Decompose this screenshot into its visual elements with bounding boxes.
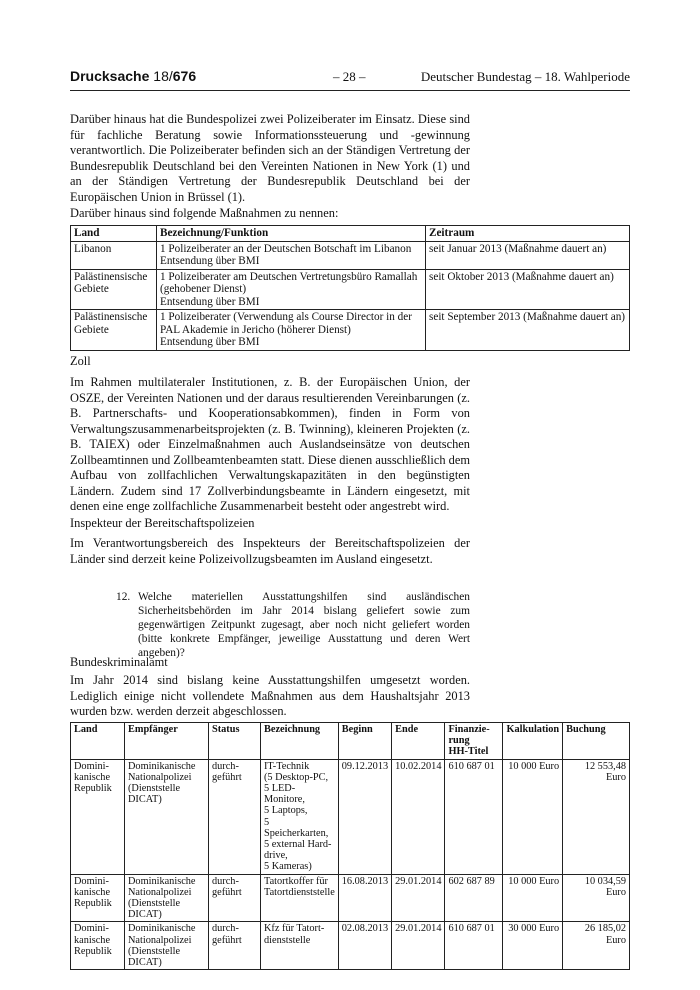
measures-intro: Darüber hinaus sind folgende Maßnahmen zu nennen: <box>70 206 339 220</box>
table-header-row <box>71 226 630 242</box>
table-cell: 12 553,48 Euro <box>563 759 630 874</box>
document-number: Drucksache 18/676 <box>70 68 197 84</box>
table-cell: 02.08.2013 <box>338 922 391 970</box>
table-cell: 1 Polizeiberater (Verwendung als Course Director in der PAL Akademie in Jericho (höherer Dienst) Entsendung über BMI <box>157 310 426 351</box>
column-header: Zeitraum <box>426 226 630 242</box>
table-cell: 602 687 89 <box>445 874 503 922</box>
column-header: Bezeichnung/Funktion <box>157 226 426 242</box>
table-row <box>71 874 630 922</box>
inspekteur-heading: Inspekteur der Bereitschaftspolizeien <box>70 516 255 530</box>
table-cell: Kfz für Tatort- dienststelle <box>261 922 339 970</box>
table-cell: Dominikanische Nationalpolizei (Dienststelle DICAT) <box>125 759 209 874</box>
table-cell: seit September 2013 (Maßnahme dauert an) <box>426 310 630 351</box>
table-cell: Domini- kanische Republik <box>71 759 125 874</box>
table-row <box>71 269 630 310</box>
table-cell: durch- geführt <box>209 922 261 970</box>
equipment-aid-table <box>70 722 630 970</box>
table-cell: Domini- kanische Republik <box>71 922 125 970</box>
page-number: – 28 – <box>333 69 366 84</box>
table-header-row <box>71 723 630 760</box>
bka-paragraph: Im Jahr 2014 sind bislang keine Ausstattungshilfen umgesetzt worden. Lediglich einige nicht vollendete Maßnahmen aus dem Haushaltsjahr 2013 wurden bzw. werden derzeit abgeschlossen. <box>70 673 470 718</box>
table-cell: IT-Technik (5 Desktop-PC, 5 LED-Monitore, 5 Laptops, 5 Speicherkarten, 5 external Hard- drive, 5 Kameras) <box>261 759 339 874</box>
table-cell: 16.08.2013 <box>338 874 391 922</box>
page-header <box>70 68 630 91</box>
table-cell: 10 034,59 Euro <box>563 874 630 922</box>
column-header: Finanzie- rung HH-Titel <box>445 723 503 760</box>
table-cell: Palästinensische Gebiete <box>71 269 157 310</box>
measures-table <box>70 225 630 351</box>
column-header: Buchung <box>563 723 630 760</box>
table-cell: Palästinensische Gebiete <box>71 310 157 351</box>
table-cell: 1 Polizeiberater am Deutschen Vertretungsbüro Ramallah (gehobener Dienst) Entsendung über BMI <box>157 269 426 310</box>
table-cell: durch- geführt <box>209 759 261 874</box>
table-cell: 610 687 01 <box>445 759 503 874</box>
column-header: Land <box>71 226 157 242</box>
table-cell: 30 000 Euro <box>503 922 563 970</box>
table-cell: Domini- kanische Republik <box>71 874 125 922</box>
column-header: Empfänger <box>125 723 209 760</box>
question-text: Welche materiellen Ausstattungshilfen sind ausländischen Sicherheitsbehörden im Jahr 2014 bislang geliefert sowie zum gegenwärtigen Zeitpunkt zugesagt, aber noch nicht geliefert worden (bitte konkrete Empfänger, jeweilige Ausstattung und deren Wert angeben)? <box>138 591 470 659</box>
table-row <box>71 759 630 874</box>
inspekteur-paragraph: Im Verantwortungsbereich des Inspekteurs der Bereitschaftspolizeien der Länder sind derzeit keine Polizeivollzugsbeamten im Ausland eingesetzt. <box>70 536 470 566</box>
table-cell: Dominikanische Nationalpolizei (Dienststelle DICAT) <box>125 922 209 970</box>
table-cell: 29.01.2014 <box>392 922 445 970</box>
table-cell: durch- geführt <box>209 874 261 922</box>
column-header: Beginn <box>338 723 391 760</box>
table-cell: Tatortkoffer für Tatortdienststelle <box>261 874 339 922</box>
question-12 <box>116 590 470 660</box>
bka-heading: Bundeskriminalamt <box>70 655 168 669</box>
question-number: 12. <box>116 591 131 603</box>
table-row <box>71 241 630 269</box>
column-header: Bezeichnung <box>261 723 339 760</box>
column-header: Status <box>209 723 261 760</box>
table-cell: 10 000 Euro <box>503 759 563 874</box>
column-header: Ende <box>392 723 445 760</box>
table-cell: Dominikanische Nationalpolizei (Dienststelle DICAT) <box>125 874 209 922</box>
table-cell: 09.12.2013 <box>338 759 391 874</box>
table-row <box>71 922 630 970</box>
zoll-paragraph: Im Rahmen multilateraler Institutionen, z. B. der Europäischen Union, der OSZE, der Vereinten Nationen und der daraus resultierenden Vereinbarungen (z. B. Partnerschafts- und Kooperationsabkommen), finden in Form von Verwaltungszusammenarbeitsprojekten (z. B. Twinning), kleineren Projekten (z. B. TAIEX) oder Einzelmaßnahmen auch Auslandseinsätze von deutschen Zollbeamtinnen und Zollbeamtenbeamten statt. Diese dienen ausschließlich dem Aufbau von zollfachlichen Verwaltungskapazitäten in den begünstigten Ländern. Zudem sind 17 Zollverbindungsbeamte in Ländern eingesetzt, mit denen eine enge zollfachliche Zusammenarbeit besteht oder angestrebt wird. <box>70 375 470 513</box>
parliament-label: Deutscher Bundestag – 18. Wahlperiode <box>420 69 630 84</box>
table-cell: 1 Polizeiberater an der Deutschen Botschaft im Libanon Entsendung über BMI <box>157 241 426 269</box>
column-header: Land <box>71 723 125 760</box>
table-cell: 29.01.2014 <box>392 874 445 922</box>
column-header: Kalkulation <box>503 723 563 760</box>
table-cell: 610 687 01 <box>445 922 503 970</box>
table-cell: seit Januar 2013 (Maßnahme dauert an) <box>426 241 630 269</box>
table-cell: Libanon <box>71 241 157 269</box>
table-cell: seit Oktober 2013 (Maßnahme dauert an) <box>426 269 630 310</box>
table-row <box>71 310 630 351</box>
zoll-heading: Zoll <box>70 354 91 368</box>
table-cell: 10 000 Euro <box>503 874 563 922</box>
table-cell: 10.02.2014 <box>392 759 445 874</box>
intro-paragraph: Darüber hinaus hat die Bundespolizei zwei Polizeiberater im Einsatz. Diese sind für fachliche Beratung sowie Informationssteuerung und -gewinnung verantwortlich. Die Polizeiberater befinden sich an der Ständigen Vertretung der Bundesrepublik Deutschland bei den Vereinten Nationen in New York (1) und an der Ständigen Vertretung der Bundesrepublik Deutschland bei der Europäischen Union in Brüssel (1). <box>70 112 470 204</box>
table-cell: 26 185,02 Euro <box>563 922 630 970</box>
